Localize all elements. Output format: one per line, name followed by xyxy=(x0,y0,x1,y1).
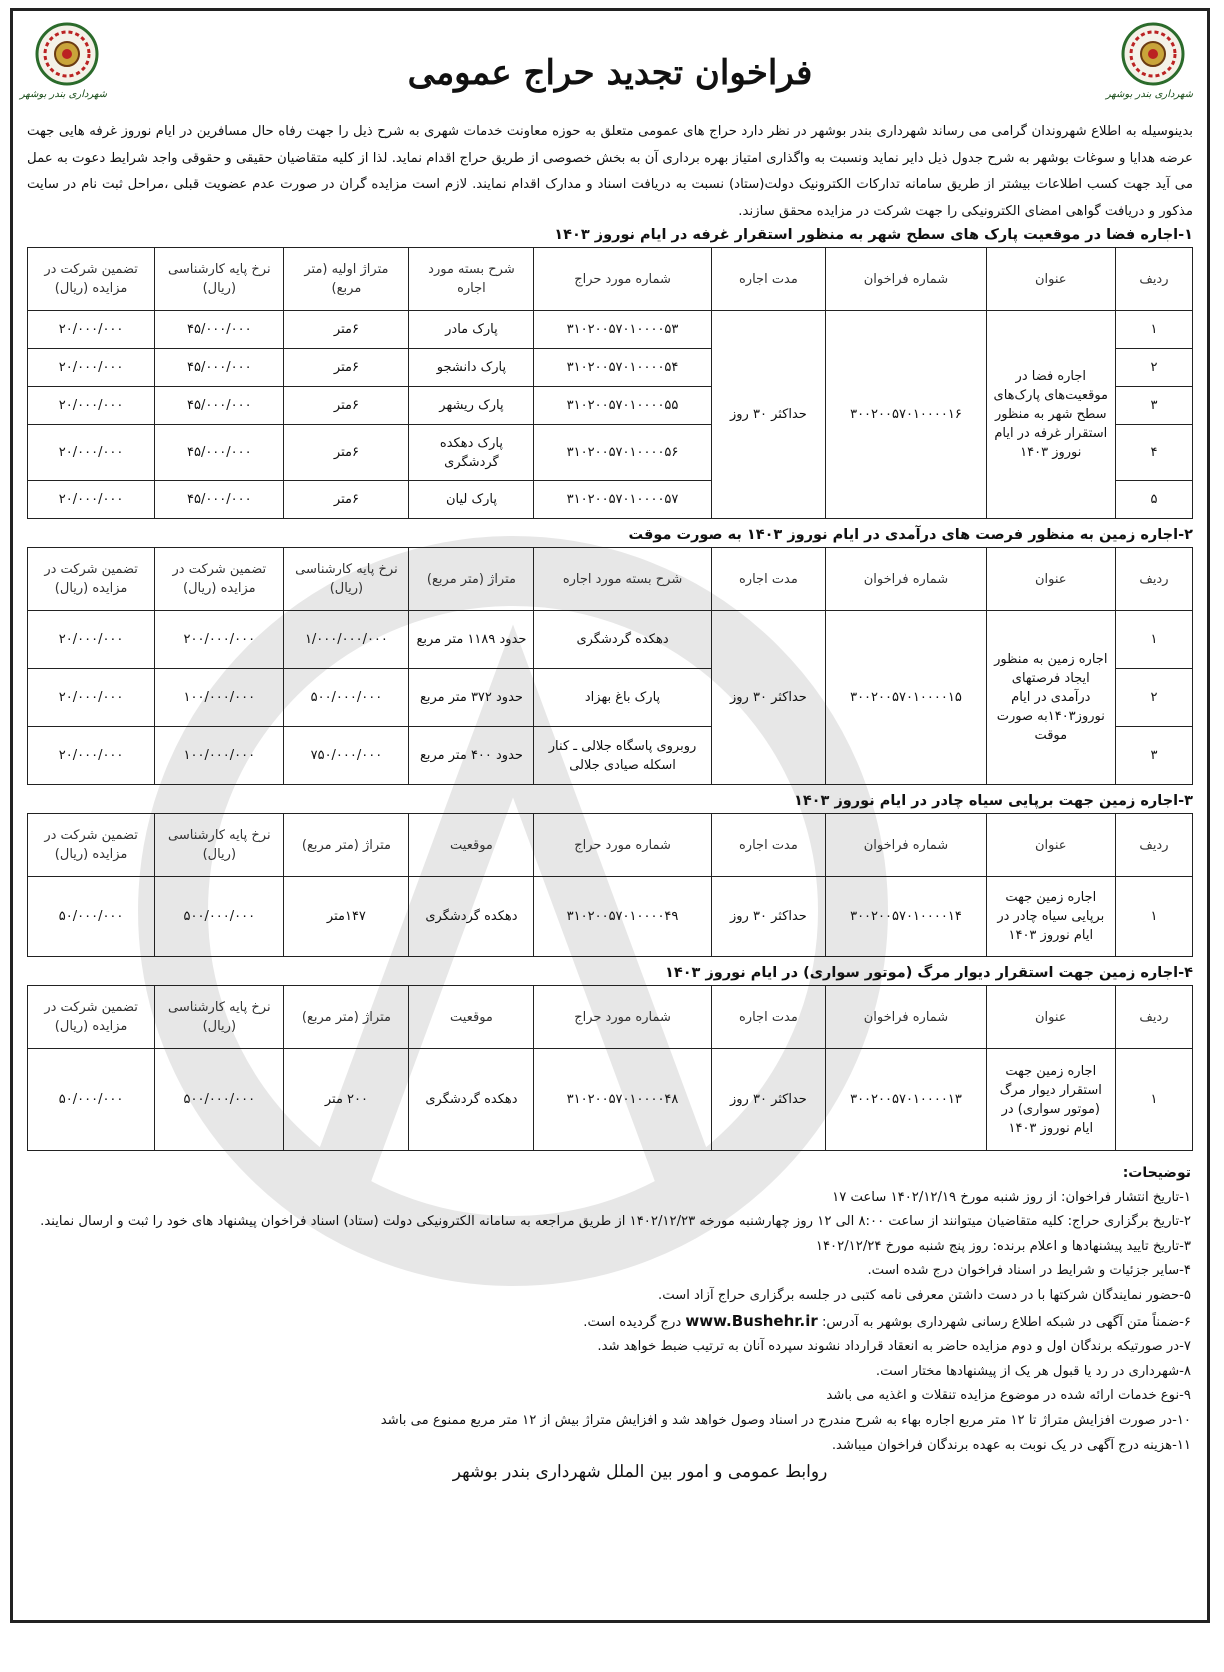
section-title-3: ۳-اجاره زمین جهت برپایی سیاه چادر در ایام نوروز ۱۴۰۳ xyxy=(793,793,1193,809)
item-number-cell: ۳۱۰۲۰۰۵۷۰۱۰۰۰۰۴۸ xyxy=(534,1049,711,1151)
header-cell: نرخ پایه کارشناسی (ریال) xyxy=(155,814,284,877)
deposit-cell: ۲۰/۰۰۰/۰۰۰ xyxy=(28,349,155,387)
note-item: ۱۰-در صورت افزایش متراژ تا ۱۲ متر مربع اجاره بهاء به شرح مندرج در اسناد وصول خواهد شد و افزایش متراژ بیش از ۱۲ متر مربع ممنوع می باشد xyxy=(380,1412,1191,1428)
table-row xyxy=(28,1049,1193,1151)
header-cell: موقعیت xyxy=(409,986,534,1049)
header-cell: ردیف xyxy=(1115,814,1192,877)
area-cell: حدود ۳۷۲ متر مربع xyxy=(409,669,534,727)
title-cell: اجاره زمین جهت برپایی سیاه چادر در ایام نوروز ۱۴۰۳ xyxy=(986,877,1115,957)
note-item: ۱۱-هزینه درج آگهی در یک نوبت به عهده برندگان فراخوان میباشد. xyxy=(831,1437,1191,1453)
intro-paragraph: بدینوسیله به اطلاع شهروندان گرامی می رساند شهرداری بندر بوشهر در نظر دارد حراج های عمومی متعلق به حوزه معاونت خدمات شهری به شرح ذیل را جهت رفاه حال مسافرین در ایام نوروز غرفه هایی جهت عرضه هدایا و سوغات بوشهر به شرح جدول ذیل دایر نماید ونسبت به واگذاری امتیاز بهره برداری آن به بخش خصوصی از طریق حراج اقدام نماید. لذا از کلیه متقاضیان حقیقی و حقوقی واجد شرایط دعوت به عمل می آید جهت کسب اطلاعات بیشتر از طریق سامانه تدارکات الکترونیک دولت(ستاد) نسبت به دریافت اسناد و مدارک اقدام نمایند. لازم است مزایده گران در صورت عدم عضویت قبلی ،مراحل ثبت نام در سایت مذکور و دریافت گواهی امضای الکترونیکی را جهت شرکت در مزایده محقق سازند. xyxy=(27,124,1193,219)
header-cell: مدت اجاره xyxy=(711,814,826,877)
header-cell: موقعیت xyxy=(409,814,534,877)
rate-cell: ۱/۰۰۰/۰۰۰/۰۰۰ xyxy=(284,611,409,669)
header-cell: نرخ پایه کارشناسی (ریال) xyxy=(155,248,284,311)
item-number-cell: ۳۱۰۲۰۰۵۷۰۱۰۰۰۰۵۳ xyxy=(534,311,711,349)
rate-cell: ۴۵/۰۰۰/۰۰۰ xyxy=(155,311,284,349)
row-number: ۱ xyxy=(1115,1049,1192,1151)
header-cell: عنوان xyxy=(986,986,1115,1049)
rate-cell: ۷۵۰/۰۰۰/۰۰۰ xyxy=(284,727,409,785)
table-section-1 xyxy=(27,247,1193,519)
notes-block xyxy=(29,1161,1191,1458)
note-item: ۱-تاریخ انتشار فراخوان: از روز شنبه مورخ ۱۴۰۲/۱۲/۱۹ ساعت ۱۷ xyxy=(832,1189,1191,1205)
note-item-website xyxy=(29,1309,1191,1336)
municipality-emblem-icon xyxy=(34,21,100,87)
table-header-row xyxy=(28,548,1193,611)
header-cell: شرح بسته مورد اجاره xyxy=(409,248,534,311)
item-number-cell: ۳۱۰۲۰۰۵۷۰۱۰۰۰۰۵۷ xyxy=(534,481,711,519)
item-number-cell: ۳۱۰۲۰۰۵۷۰۱۰۰۰۰۵۶ xyxy=(534,425,711,481)
area-cell: ۶متر xyxy=(284,349,409,387)
desc-cell: پارک لیان xyxy=(409,481,534,519)
section-title-2: ۲-اجاره زمین به منظور فرصت های درآمدی در ایام نوروز ۱۴۰۳ به صورت موقت xyxy=(628,527,1193,543)
note-item: ۲-تاریخ برگزاری حراج: کلیه متقاضیان میتوانند از ساعت ۸:۰۰ الی ۱۲ روز چهارشنبه مورخه ۱۴۰۲/۱۲/۲۳ از طریق مراجعه به سامانه الکترونیکی دولت (ستاد) اسناد فراخوان پیشنهاد های خود را ثبت و ارسال نمایند. xyxy=(40,1214,1191,1230)
desc-cell: روبروی پاسگاه جلالی ـ کنار اسکله صیادی جلالی xyxy=(534,727,711,785)
deposit-cell: ۲۰/۰۰۰/۰۰۰ xyxy=(28,387,155,425)
logo-caption: شهرداری بندر بوشهر xyxy=(1105,89,1193,100)
duration-cell: حداکثر ۳۰ روز xyxy=(711,1049,826,1151)
table-header-row xyxy=(28,248,1193,311)
title-cell: اجاره زمین جهت استقرار دیوار مرگ (موتور سواری) در ایام نوروز ۱۴۰۳ xyxy=(986,1049,1115,1151)
header-cell: شماره مورد حراج xyxy=(534,986,711,1049)
header-cell: تضمین شرکت در مزایده (ریال) xyxy=(155,548,284,611)
deposit-cell: ۲۰/۰۰۰/۰۰۰ xyxy=(28,425,155,481)
row-number: ۲ xyxy=(1115,669,1192,727)
header-cell: متراژ اولیه (متر مربع) xyxy=(284,248,409,311)
section-title-4: ۴-اجاره زمین جهت استقرار دیوار مرگ (موتور سواری) در ایام نوروز ۱۴۰۳ xyxy=(665,965,1193,981)
note-item: ۸-شهرداری در رد یا قبول هر یک از پیشنهادها مختار است. xyxy=(875,1363,1191,1379)
call-number-cell: ۳۰۰۲۰۰۵۷۰۱۰۰۰۰۱۴ xyxy=(826,877,986,957)
notes-title: توضیحات: xyxy=(1122,1165,1191,1181)
row-number: ۱ xyxy=(1115,611,1192,669)
duration-cell: حداکثر ۳۰ روز xyxy=(711,877,826,957)
area-cell: ۶متر xyxy=(284,481,409,519)
table-row xyxy=(28,311,1193,349)
duration-cell: حداکثر ۳۰ روز xyxy=(711,611,826,785)
header-cell: عنوان xyxy=(986,814,1115,877)
header-cell: مدت اجاره xyxy=(711,548,826,611)
item-number-cell: ۳۱۰۲۰۰۵۷۰۱۰۰۰۰۵۵ xyxy=(534,387,711,425)
title-cell: اجاره زمین به منظور ایجاد فرصتهای درآمدی در ایام نوروز۱۴۰۳به صورت موقت xyxy=(986,611,1115,785)
header-cell: عنوان xyxy=(986,248,1115,311)
header-cell: تضمین شرکت در مزایده (ریال) xyxy=(28,814,155,877)
rate-cell: ۴۵/۰۰۰/۰۰۰ xyxy=(155,425,284,481)
area-cell: حدود ۴۰۰ متر مربع xyxy=(409,727,534,785)
area-cell: ۶متر xyxy=(284,425,409,481)
header-cell: شماره فراخوان xyxy=(826,248,986,311)
desc-cell: پارک ریشهر xyxy=(409,387,534,425)
header-cell: تضمین شرکت در مزایده (ریال) xyxy=(28,986,155,1049)
header-cell: متراژ (متر مربع) xyxy=(409,548,534,611)
area-cell: ۶متر xyxy=(284,387,409,425)
table-section-2 xyxy=(27,547,1193,785)
footer-signature: روابط عمومی و امور بین الملل شهرداری بندر بوشهر xyxy=(452,1462,828,1483)
desc-cell: پارک باغ بهزاد xyxy=(534,669,711,727)
table-header-row xyxy=(28,814,1193,877)
header-cell: شماره مورد حراج xyxy=(534,248,711,311)
desc-cell: پارک دانشجو xyxy=(409,349,534,387)
deposit-cell: ۲۰/۰۰۰/۰۰۰ xyxy=(28,611,155,669)
note-text: ۶-ضمناً متن آگهی در شبکه اطلاع رسانی شهرداری بوشهر به آدرس: xyxy=(821,1314,1191,1330)
row-number: ۲ xyxy=(1115,349,1192,387)
call-number-cell: ۳۰۰۲۰۰۵۷۰۱۰۰۰۰۱۶ xyxy=(826,311,986,519)
header-cell: ردیف xyxy=(1115,548,1192,611)
deposit-cell: ۵۰/۰۰۰/۰۰۰ xyxy=(28,877,155,957)
header-cell: نرخ پایه کارشناسی (ریال) xyxy=(155,986,284,1049)
desc-cell: دهکده گردشگری xyxy=(534,611,711,669)
rate-cell: ۵۰۰/۰۰۰/۰۰۰ xyxy=(284,669,409,727)
page-title: فراخوان تجدید حراج عمومی xyxy=(407,53,813,93)
header-cell: ردیف xyxy=(1115,248,1192,311)
area-cell: ۲۰۰ متر xyxy=(284,1049,409,1151)
header-cell: شماره مورد حراج xyxy=(534,814,711,877)
header-cell: شماره فراخوان xyxy=(826,986,986,1049)
note-item: ۴-سایر جزئیات و شرایط در اسناد فراخوان درج شده است. xyxy=(867,1263,1191,1279)
item-number-cell: ۳۱۰۲۰۰۵۷۰۱۰۰۰۰۵۴ xyxy=(534,349,711,387)
rate-cell: ۴۵/۰۰۰/۰۰۰ xyxy=(155,481,284,519)
note-item: ۳-تاریخ تایید پیشنهادها و اعلام برنده: روز پنج شنبه مورخ ۱۴۰۲/۱۲/۲۴ xyxy=(815,1238,1191,1254)
area-cell: ۱۴۷متر xyxy=(284,877,409,957)
header-cell: ردیف xyxy=(1115,986,1192,1049)
row-number: ۱ xyxy=(1115,311,1192,349)
header-cell: نرخ پایه کارشناسی (ریال) xyxy=(284,548,409,611)
deposit-cell: ۱۰۰/۰۰۰/۰۰۰ xyxy=(155,727,284,785)
desc-cell: پارک دهکده گردشگری xyxy=(409,425,534,481)
deposit-cell: ۲۰/۰۰۰/۰۰۰ xyxy=(28,311,155,349)
header-cell: تضمین شرکت در مزایده (ریال) xyxy=(28,548,155,611)
note-item: ۹-نوع خدمات ارائه شده در موضوع مزایده تنقلات و اغذیه می باشد xyxy=(826,1388,1191,1404)
municipality-logo-right xyxy=(1105,21,1193,113)
table-row xyxy=(28,877,1193,957)
page-header xyxy=(19,17,1197,115)
title-cell: اجاره فضا در موقعیت‌های پارک‌های سطح شهر به منظور استقرار غرفه در ایام نوروز ۱۴۰۳ xyxy=(986,311,1115,519)
area-cell: حدود ۱۱۸۹ متر مربع xyxy=(409,611,534,669)
location-cell: دهکده گردشگری xyxy=(409,1049,534,1151)
row-number: ۵ xyxy=(1115,481,1192,519)
note-item: ۷-در صورتیکه برندگان اول و دوم مزایده حاضر به انعقاد قرارداد نشوند سپرده آنان به ترتیب ضبط خواهد شد. xyxy=(597,1339,1191,1355)
website-link[interactable]: www.Bushehr.ir xyxy=(685,1311,818,1330)
table-section-3 xyxy=(27,813,1193,957)
row-number: ۳ xyxy=(1115,727,1192,785)
table-section-4 xyxy=(27,985,1193,1151)
header-cell: عنوان xyxy=(986,548,1115,611)
table-row xyxy=(28,611,1193,669)
header-cell: متراژ (متر مربع) xyxy=(284,986,409,1049)
deposit-cell: ۲۰/۰۰۰/۰۰۰ xyxy=(28,481,155,519)
logo-caption: شهرداری بندر بوشهر xyxy=(19,89,107,100)
deposit-cell: ۵۰/۰۰۰/۰۰۰ xyxy=(28,1049,155,1151)
notice-page xyxy=(10,8,1210,1623)
rate-cell: ۴۵/۰۰۰/۰۰۰ xyxy=(155,387,284,425)
call-number-cell: ۳۰۰۲۰۰۵۷۰۱۰۰۰۰۱۳ xyxy=(826,1049,986,1151)
header-cell: شماره فراخوان xyxy=(826,814,986,877)
rate-cell: ۵۰۰/۰۰۰/۰۰۰ xyxy=(155,1049,284,1151)
table-header-row xyxy=(28,986,1193,1049)
note-item: ۵-حضور نمایندگان شرکتها با در دست داشتن معرفی نامه کتبی در جلسه برگزاری حراج آزاد است. xyxy=(658,1287,1191,1303)
municipality-emblem-icon xyxy=(1120,21,1186,87)
note-text: درج گردیده است. xyxy=(583,1314,682,1330)
header-cell: مدت اجاره xyxy=(711,248,826,311)
location-cell: دهکده گردشگری xyxy=(409,877,534,957)
header-cell: متراژ (متر مربع) xyxy=(284,814,409,877)
deposit-cell: ۱۰۰/۰۰۰/۰۰۰ xyxy=(155,669,284,727)
header-cell: مدت اجاره xyxy=(711,986,826,1049)
row-number: ۱ xyxy=(1115,877,1192,957)
deposit-cell: ۲۰/۰۰۰/۰۰۰ xyxy=(28,727,155,785)
area-cell: ۶متر xyxy=(284,311,409,349)
header-cell: تضمین شرکت در مزایده (ریال) xyxy=(28,248,155,311)
rate-cell: ۵۰۰/۰۰۰/۰۰۰ xyxy=(155,877,284,957)
duration-cell: حداکثر ۳۰ روز xyxy=(711,311,826,519)
item-number-cell: ۳۱۰۲۰۰۵۷۰۱۰۰۰۰۴۹ xyxy=(534,877,711,957)
header-cell: شرح بسته مورد اجاره xyxy=(534,548,711,611)
desc-cell: پارک مادر xyxy=(409,311,534,349)
row-number: ۴ xyxy=(1115,425,1192,481)
section-title-1: ۱-اجاره فضا در موقعیت پارک های سطح شهر به منظور استقرار غرفه در ایام نوروز ۱۴۰۳ xyxy=(554,227,1193,243)
call-number-cell: ۳۰۰۲۰۰۵۷۰۱۰۰۰۰۱۵ xyxy=(826,611,986,785)
rate-cell: ۴۵/۰۰۰/۰۰۰ xyxy=(155,349,284,387)
row-number: ۳ xyxy=(1115,387,1192,425)
municipality-logo-left xyxy=(19,21,107,113)
deposit-cell: ۲۰۰/۰۰۰/۰۰۰ xyxy=(155,611,284,669)
header-cell: شماره فراخوان xyxy=(826,548,986,611)
deposit-cell: ۲۰/۰۰۰/۰۰۰ xyxy=(28,669,155,727)
